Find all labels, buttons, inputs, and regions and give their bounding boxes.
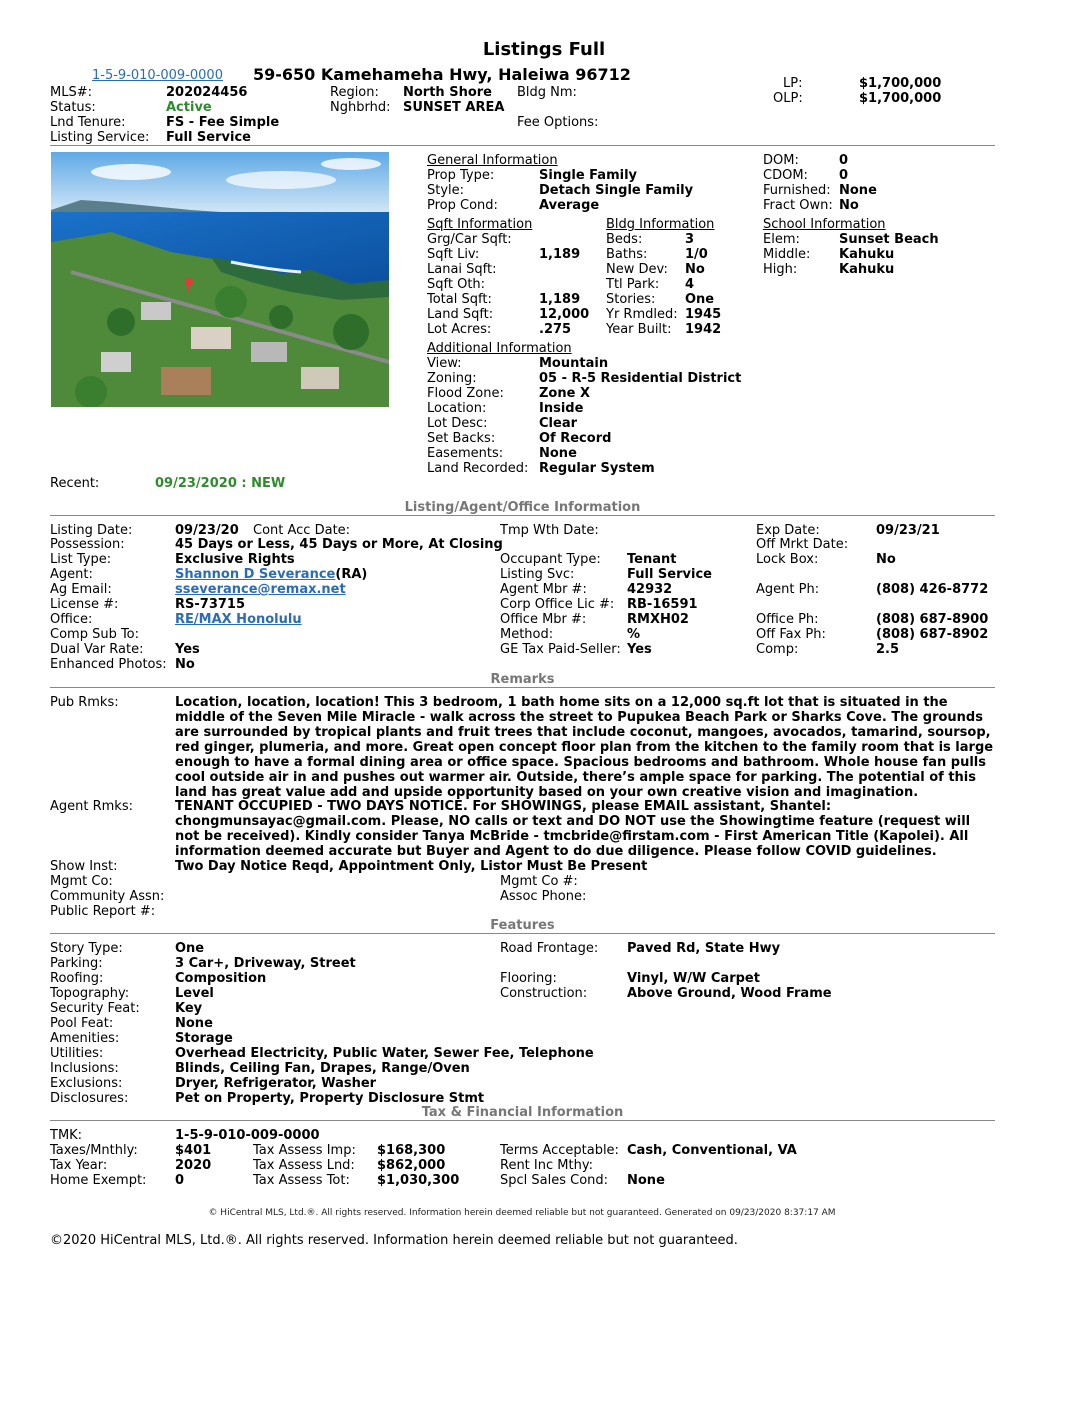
lanai-sqft-label: Lanai Sqft:: [427, 262, 497, 277]
listing-svc-value: Full Service: [627, 567, 712, 582]
taxes-label: Taxes/Mnthly:: [50, 1143, 138, 1158]
off-fax-value: (808) 687-8902: [876, 627, 989, 642]
footer-copyright: ©2020 HiCentral MLS, Ltd.®. All rights reserved. Information herein deemed reliable but not guaranteed.: [50, 1233, 738, 1248]
pub-rmks-text: Location, location, location! This 3 bedroom, 1 bath home sits on a 12,000 sq.ft lot that is situated in the middle of the Seven Mile Miracle - walk across the street to Pupukea Beach Park or Sharks Cove. The grounds are surrounded by tropical plants and fruit trees that include coconut, mangoes, avocados, tamarind, soursop, red ginger, plumeria, and more. Great open concept floor plan from the kitchen to the family room that is large enough to have a formal dining area or office space. Spacious bedrooms and bathroom. Whole house fan pulls cool outside air in and pushes out warmer air. Outside, there’s ample space for parking. The potential of this land has great value add and upside opportunity based on your own creative vision and imagination.: [175, 695, 994, 800]
dual-var-value: Yes: [175, 642, 200, 657]
corp-lic-value: RB-16591: [627, 597, 698, 612]
easements-label: Easements:: [427, 446, 504, 461]
beds-label: Beds:: [606, 232, 643, 247]
possession-label: Possession:: [50, 537, 125, 552]
mls-label: MLS#:: [50, 85, 92, 100]
baths-label: Baths:: [606, 247, 648, 262]
amenities-value: Storage: [175, 1031, 233, 1046]
grg-sqft-label: Grg/Car Sqft:: [427, 232, 512, 247]
lot-acres-value: .275: [539, 322, 572, 337]
listing-date-label: Listing Date:: [50, 523, 133, 538]
amenities-label: Amenities:: [50, 1031, 120, 1046]
community-assn-label: Community Assn:: [50, 889, 165, 904]
story-type-label: Story Type:: [50, 941, 123, 956]
additional-heading: Additional Information: [427, 341, 572, 356]
baths-value: 1/0: [685, 247, 708, 262]
ag-email-link[interactable]: sseverance@remax.net: [175, 582, 346, 597]
lot-desc-label: Lot Desc:: [427, 416, 488, 431]
terms-label: Terms Acceptable:: [500, 1143, 619, 1158]
service-value: Full Service: [166, 130, 251, 145]
lock-box-value: No: [876, 552, 896, 567]
elem-value: Sunset Beach: [839, 232, 939, 247]
license-value: RS-73715: [175, 597, 245, 612]
topography-value: Level: [175, 986, 214, 1001]
listing-svc-label: Listing Svc:: [500, 567, 575, 582]
dom-label: DOM:: [763, 153, 799, 168]
yr-rmdled-value: 1945: [685, 307, 722, 322]
property-photo[interactable]: [51, 152, 389, 407]
ttl-park-value: 4: [685, 277, 695, 292]
lot-desc-value: Clear: [539, 416, 577, 431]
flood-zone-value: Zone X: [539, 386, 590, 401]
agent-rmks-label: Agent Rmks:: [50, 799, 133, 814]
utilities-label: Utilities:: [50, 1046, 104, 1061]
page-title: Listings Full: [482, 39, 606, 60]
mls-value: 202024456: [166, 85, 248, 100]
lot-acres-label: Lot Acres:: [427, 322, 492, 337]
tax-lnd-label: Tax Assess Lnd:: [253, 1158, 355, 1173]
off-mrkt-date-label: Off Mrkt Date:: [756, 537, 849, 552]
fract-own-label: Fract Own:: [763, 198, 833, 213]
prop-type-label: Prop Type:: [427, 168, 495, 183]
location-value: Inside: [539, 401, 584, 416]
enhanced-photos-value: No: [175, 657, 195, 672]
footer-generated: © HiCentral MLS, Ltd.®. All rights reserved. Information herein deemed reliable but not guaranteed. Generated on 09/23/2020 8:37:17 AM: [208, 1208, 836, 1218]
status-label: Status:: [50, 100, 96, 115]
office-mbr-value: RMXH02: [627, 612, 689, 627]
flooring-value: Vinyl, W/W Carpet: [627, 971, 760, 986]
cdom-label: CDOM:: [763, 168, 808, 183]
sqft-liv-label: Sqft Liv:: [427, 247, 480, 262]
ge-tax-label: GE Tax Paid-Seller:: [500, 642, 621, 657]
recent-label: Recent:: [50, 476, 100, 491]
ge-tax-value: Yes: [627, 642, 652, 657]
tax-year-value: 2020: [175, 1158, 212, 1173]
flooring-label: Flooring:: [500, 971, 557, 986]
construction-value: Above Ground, Wood Frame: [627, 986, 832, 1001]
method-label: Method:: [500, 627, 554, 642]
school-heading: School Information: [763, 217, 886, 232]
tenure-label: Lnd Tenure:: [50, 115, 126, 130]
fee-options-label: Fee Options:: [517, 115, 599, 130]
land-recorded-label: Land Recorded:: [427, 461, 529, 476]
tax-heading: Tax & Financial Information: [421, 1105, 624, 1120]
occupant-type-value: Tenant: [627, 552, 677, 567]
total-sqft-value: 1,189: [539, 292, 581, 307]
header-divider: [50, 145, 995, 146]
sqft-heading: Sqft Information: [427, 217, 533, 232]
new-dev-value: No: [685, 262, 705, 277]
lp-label: LP:: [783, 76, 803, 91]
agent-ph-label: Agent Ph:: [756, 582, 820, 597]
middle-label: Middle:: [763, 247, 811, 262]
inclusions-label: Inclusions:: [50, 1061, 119, 1076]
road-frontage-value: Paved Rd, State Hwy: [627, 941, 781, 956]
lp-value: $1,700,000: [859, 76, 942, 91]
furnished-label: Furnished:: [763, 183, 831, 198]
comp-sub-label: Comp Sub To:: [50, 627, 140, 642]
beds-value: 3: [685, 232, 695, 247]
spcl-sales-label: Spcl Sales Cond:: [500, 1173, 609, 1188]
comp-value: 2.5: [876, 642, 900, 657]
list-type-value: Exclusive Rights: [175, 552, 295, 567]
cont-acc-date-label: Cont Acc Date:: [253, 523, 351, 538]
agent-name-link[interactable]: Shannon D Severance: [175, 567, 336, 582]
ag-email-label: Ag Email:: [50, 582, 112, 597]
office-label: Office:: [50, 612, 93, 627]
assoc-phone-label: Assoc Phone:: [500, 889, 587, 904]
year-built-value: 1942: [685, 322, 722, 337]
tax-tot-label: Tax Assess Tot:: [253, 1173, 350, 1188]
utilities-value: Overhead Electricity, Public Water, Sewer Fee, Telephone: [175, 1046, 594, 1061]
dual-var-label: Dual Var Rate:: [50, 642, 144, 657]
region-label: Region:: [330, 85, 379, 100]
occupant-type-label: Occupant Type:: [500, 552, 601, 567]
exp-date-label: Exp Date:: [756, 523, 820, 538]
disclosures-label: Disclosures:: [50, 1091, 129, 1106]
tax-lnd-value: $862,000: [377, 1158, 446, 1173]
land-sqft-value: 12,000: [539, 307, 590, 322]
bldg-name-label: Bldg Nm:: [517, 85, 577, 100]
prop-cond-label: Prop Cond:: [427, 198, 498, 213]
security-feat-value: Key: [175, 1001, 203, 1016]
cdom-value: 0: [839, 168, 849, 183]
exclusions-label: Exclusions:: [50, 1076, 123, 1091]
pub-rmks-label: Pub Rmks:: [50, 695, 119, 710]
tax-year-label: Tax Year:: [50, 1158, 108, 1173]
tmk-value: 1-5-9-010-009-0000: [175, 1128, 320, 1143]
zoning-value: 05 - R-5 Residential District: [539, 371, 742, 386]
parking-label: Parking:: [50, 956, 103, 971]
sqft-oth-label: Sqft Oth:: [427, 277, 486, 292]
tax-divider: [50, 1120, 995, 1121]
roofing-value: Composition: [175, 971, 267, 986]
tmk-label: TMK:: [50, 1128, 83, 1143]
taxes-value: $401: [175, 1143, 212, 1158]
method-value: %: [627, 627, 641, 642]
status-value: Active: [166, 100, 212, 115]
story-type-value: One: [175, 941, 205, 956]
year-built-label: Year Built:: [606, 322, 672, 337]
agent-mbr-value: 42932: [627, 582, 673, 597]
office-ph-label: Office Ph:: [756, 612, 819, 627]
bldg-heading: Bldg Information: [606, 217, 715, 232]
view-label: View:: [427, 356, 462, 371]
rent-inc-label: Rent Inc Mthy:: [500, 1158, 593, 1173]
show-inst-label: Show Inst:: [50, 859, 118, 874]
fract-own-value: No: [839, 198, 859, 213]
security-feat-label: Security Feat:: [50, 1001, 140, 1016]
zoning-label: Zoning:: [427, 371, 477, 386]
list-type-label: List Type:: [50, 552, 112, 567]
stories-label: Stories:: [606, 292, 656, 307]
olp-value: $1,700,000: [859, 91, 942, 106]
agent-rmks-text: TENANT OCCUPIED - TWO DAYS NOTICE. For SHOWINGS, please EMAIL assistant, Shantel: chongmunsayac@gmail.com. Please, NO calls or text and DO NOT use the Showingtime feature (request will not be received). Kindly consider Tanya McBride - tmcbride@firstam.com - First American Title (Kapolei). All information deemed accurate but Buyer and Agent to do due diligence. Please follow COVID guidelines.: [175, 799, 971, 859]
exp-date-value: 09/23/21: [876, 523, 940, 538]
tenure-value: FS - Fee Simple: [166, 115, 280, 130]
tmp-wth-date-label: Tmp Wth Date:: [500, 523, 599, 538]
style-label: Style:: [427, 183, 465, 198]
elem-label: Elem:: [763, 232, 800, 247]
disclosures-value: Pet on Property, Property Disclosure Stmt: [175, 1091, 485, 1106]
agent-mbr-label: Agent Mbr #:: [500, 582, 587, 597]
ttl-park-label: Ttl Park:: [606, 277, 660, 292]
easements-value: None: [539, 446, 577, 461]
set-backs-value: Of Record: [539, 431, 612, 446]
remarks-heading: Remarks: [490, 672, 555, 687]
prop-cond-value: Average: [539, 198, 600, 213]
recent-value: 09/23/2020 : NEW: [155, 476, 286, 491]
agent-label: Agent:: [50, 567, 93, 582]
stories-value: One: [685, 292, 715, 307]
agent-suffix: (RA): [335, 567, 368, 582]
sqft-liv-value: 1,189: [539, 247, 581, 262]
remarks-divider: [50, 687, 995, 688]
license-label: License #:: [50, 597, 119, 612]
flood-zone-label: Flood Zone:: [427, 386, 504, 401]
land-sqft-label: Land Sqft:: [427, 307, 494, 322]
tax-imp-value: $168,300: [377, 1143, 446, 1158]
office-link[interactable]: RE/MAX Honolulu: [175, 612, 302, 627]
service-label: Listing Service:: [50, 130, 150, 145]
location-label: Location:: [427, 401, 487, 416]
home-exempt-value: 0: [175, 1173, 185, 1188]
nghbrhd-label: Nghbrhd:: [330, 100, 391, 115]
topography-label: Topography:: [50, 986, 130, 1001]
dom-value: 0: [839, 153, 849, 168]
prop-type-value: Single Family: [539, 168, 638, 183]
public-report-label: Public Report #:: [50, 904, 156, 919]
pool-feat-value: None: [175, 1016, 213, 1031]
construction-label: Construction:: [500, 986, 588, 1001]
features-heading: Features: [490, 918, 555, 933]
enhanced-photos-label: Enhanced Photos:: [50, 657, 167, 672]
possession-value: 45 Days or Less, 45 Days or More, At Closing: [175, 537, 503, 552]
total-sqft-label: Total Sqft:: [427, 292, 492, 307]
view-value: Mountain: [539, 356, 609, 371]
mgmt-co-label: Mgmt Co:: [50, 874, 113, 889]
yr-rmdled-label: Yr Rmdled:: [606, 307, 678, 322]
set-backs-label: Set Backs:: [427, 431, 496, 446]
exclusions-value: Dryer, Refrigerator, Washer: [175, 1076, 377, 1091]
comp-label: Comp:: [756, 642, 799, 657]
features-divider: [50, 933, 995, 934]
spcl-sales-value: None: [627, 1173, 665, 1188]
tax-tot-value: $1,030,300: [377, 1173, 460, 1188]
property-address: 59-650 Kamehameha Hwy, Haleiwa 96712: [253, 65, 631, 84]
lock-box-label: Lock Box:: [756, 552, 819, 567]
off-fax-label: Off Fax Ph:: [756, 627, 826, 642]
style-value: Detach Single Family: [539, 183, 694, 198]
land-recorded-value: Regular System: [539, 461, 655, 476]
agent-section-heading: Listing/Agent/Office Information: [404, 500, 641, 515]
tax-imp-label: Tax Assess Imp:: [253, 1143, 356, 1158]
middle-value: Kahuku: [839, 247, 895, 262]
olp-label: OLP:: [773, 91, 803, 106]
new-dev-label: New Dev:: [606, 262, 668, 277]
tmk-link[interactable]: 1-5-9-010-009-0000: [92, 68, 223, 83]
agent-name-row: [175, 567, 367, 582]
show-inst-value: Two Day Notice Reqd, Appointment Only, Listor Must Be Present: [175, 859, 648, 874]
nghbrhd-value: SUNSET AREA: [403, 100, 505, 115]
mgmt-co-no-label: Mgmt Co #:: [500, 874, 578, 889]
listing-date-value: 09/23/20: [175, 523, 239, 538]
region-value: North Shore: [403, 85, 492, 100]
parking-value: 3 Car+, Driveway, Street: [175, 956, 356, 971]
roofing-label: Roofing:: [50, 971, 104, 986]
pool-feat-label: Pool Feat:: [50, 1016, 114, 1031]
high-value: Kahuku: [839, 262, 895, 277]
furnished-value: None: [839, 183, 877, 198]
inclusions-value: Blinds, Ceiling Fan, Drapes, Range/Oven: [175, 1061, 470, 1076]
corp-lic-label: Corp Office Lic #:: [500, 597, 615, 612]
high-label: High:: [763, 262, 798, 277]
office-ph-value: (808) 687-8900: [876, 612, 989, 627]
agent-ph-value: (808) 426-8772: [876, 582, 989, 597]
home-exempt-label: Home Exempt:: [50, 1173, 147, 1188]
road-frontage-label: Road Frontage:: [500, 941, 599, 956]
agent-section-divider: [50, 515, 995, 516]
office-mbr-label: Office Mbr #:: [500, 612, 587, 627]
general-heading: General Information: [427, 153, 558, 168]
terms-value: Cash, Conventional, VA: [627, 1143, 797, 1158]
